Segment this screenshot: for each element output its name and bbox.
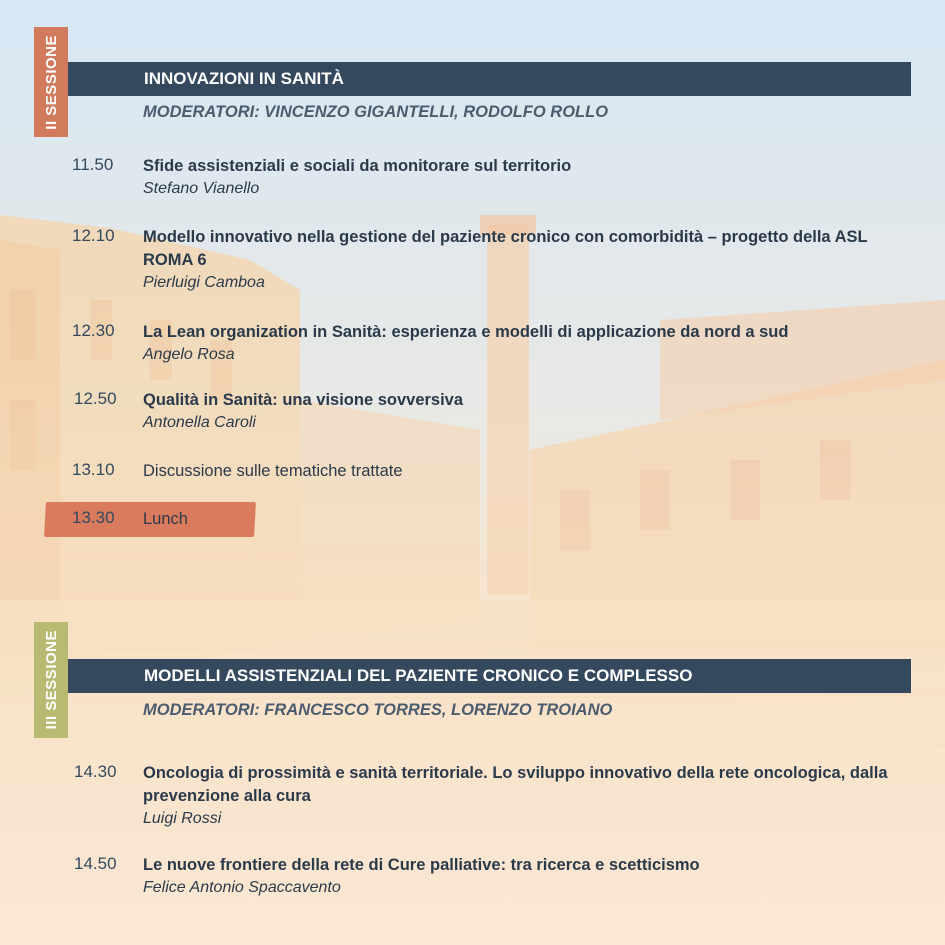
talk-title: Modello innovativo nella gestione del paziente cronico con comorbidità – progetto della ASL ROMA 6 [143,228,868,269]
agenda-content [143,762,903,830]
agenda-content [143,155,903,200]
speaker-name: Luigi Rossi [143,810,222,827]
agenda-content [143,226,888,294]
talk-title: Discussione sulle tematiche trattate [143,462,403,480]
agenda-time: 13.30 [72,508,115,527]
agenda-time: 12.30 [72,321,115,340]
talk-title: Lunch [143,510,188,528]
talk-title: La Lean organization in Sanità: esperienza e modelli di applicazione da nord a sud [143,323,789,341]
talk-title: Oncologia di prossimità e sanità territoriale. Lo sviluppo innovativo della rete oncologica, dalla prevenzione alla cura [143,764,888,805]
session-ii-moderators: MODERATORI: VINCENZO GIGANTELLI, RODOLFO ROLLO [143,103,609,121]
agenda-content [143,460,903,483]
session-iii-label: III SESSIONE [42,630,60,730]
speaker-name: Pierluigi Camboa [143,274,265,291]
speaker-name: Antonella Caroli [143,414,256,431]
agenda-content [143,389,903,434]
session-ii-tab [34,27,68,137]
agenda-time: 12.50 [74,389,117,408]
session-ii-label: II SESSIONE [42,34,60,130]
speaker-name: Felice Antonio Spaccavento [143,879,341,896]
agenda-content [143,321,903,366]
session-ii-title-bar [68,62,911,96]
session-iii-tab [34,622,68,738]
talk-title: Sfide assistenziali e sociali da monitorare sul territorio [143,157,572,175]
session-iii-moderators: MODERATORI: FRANCESCO TORRES, LORENZO TROIANO [143,701,613,719]
session-iii-title-bar [68,659,911,693]
talk-title: Qualità in Sanità: una visione sovversiva [143,391,464,409]
agenda-content [143,508,903,531]
session-ii-title: INNOVAZIONI IN SANITÀ [144,69,344,88]
agenda-time: 13.10 [72,460,115,479]
agenda-time: 14.30 [74,762,117,781]
agenda-content [143,854,903,899]
agenda-time: 14.50 [74,854,117,873]
session-iii-title: MODELLI ASSISTENZIALI DEL PAZIENTE CRONICO E COMPLESSO [144,666,693,685]
agenda-time: 11.50 [72,155,114,174]
talk-title: Le nuove frontiere della rete di Cure palliative: tra ricerca e scetticismo [143,856,700,874]
speaker-name: Stefano Vianello [143,180,260,197]
speaker-name: Angelo Rosa [143,346,235,363]
agenda-time: 12.10 [72,226,115,245]
